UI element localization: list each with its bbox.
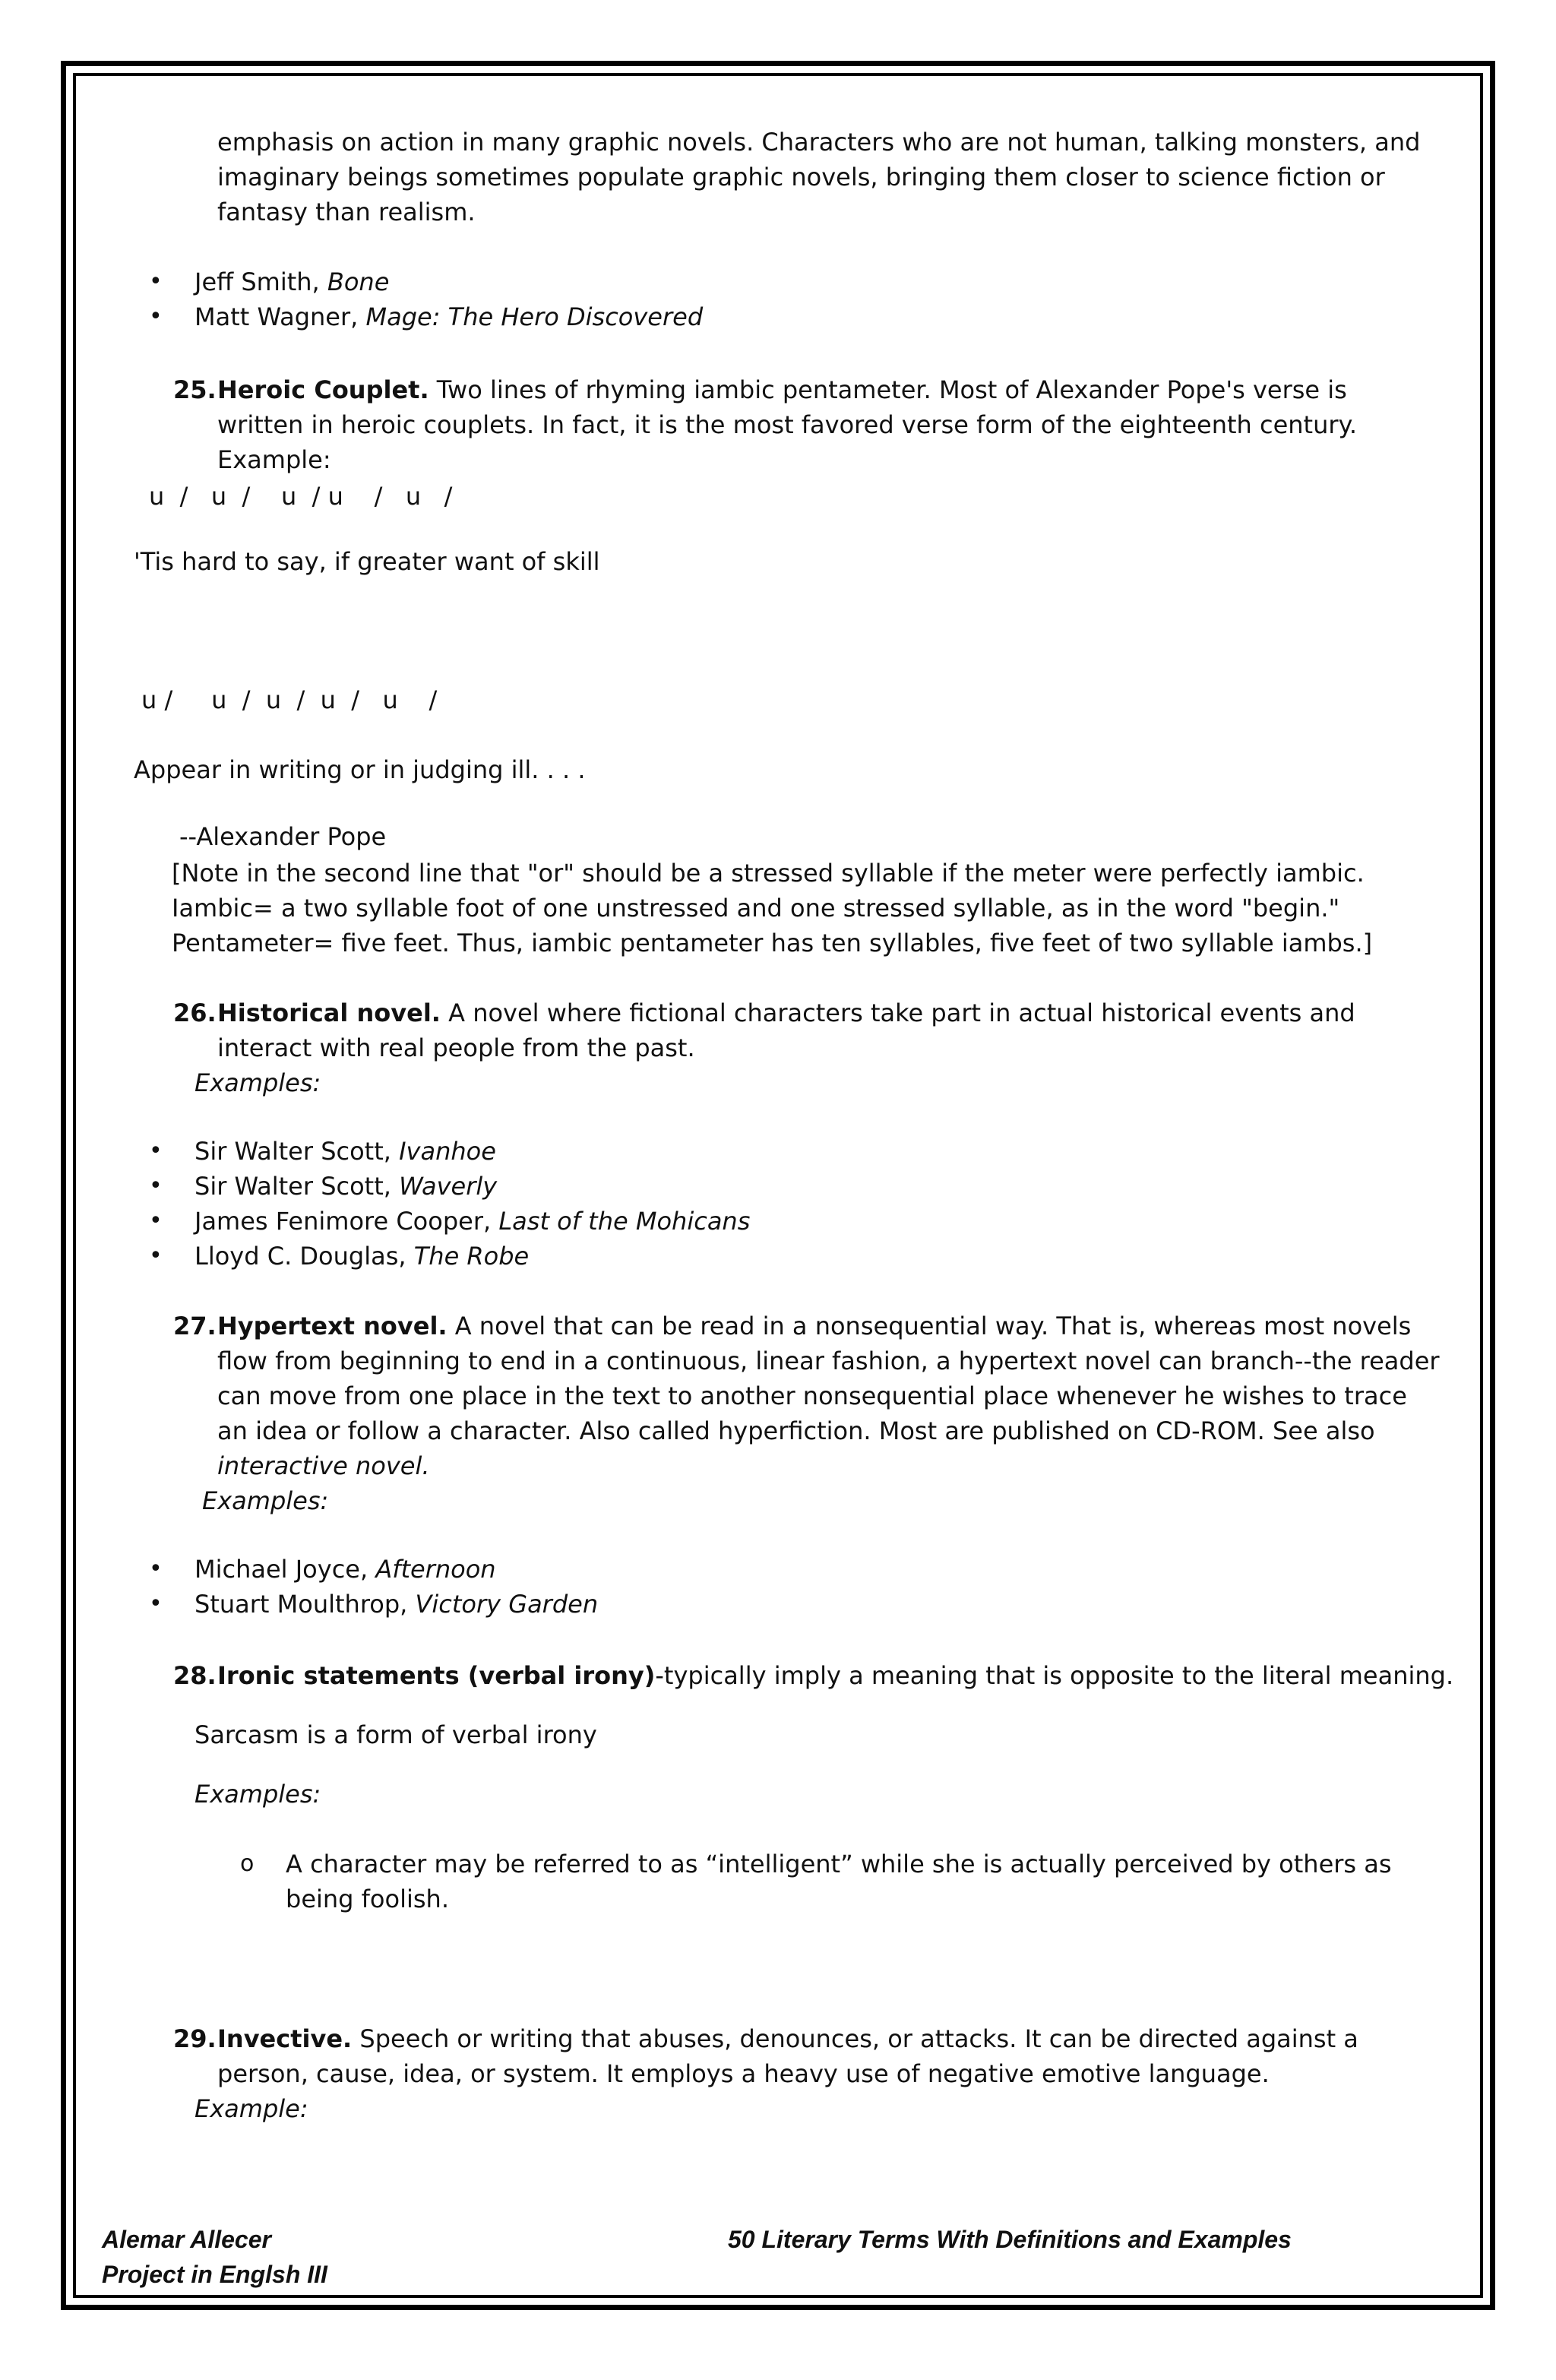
intro-paragraph: emphasis on action in many graphic novels. Characters who are not human, talking monsters, and imaginary beings sometimes populate graphic novels, bringing them closer to science fiction or fantasy than realism.	[217, 128, 1421, 226]
circle-bullet-icon: o	[240, 1850, 255, 1877]
examples-label: Examples:	[194, 1068, 321, 1097]
term-number: 28.	[173, 1661, 217, 1690]
term-number: 29.	[173, 2024, 217, 2053]
examples-label: Examples:	[194, 1780, 321, 1809]
term-definition: Ironic statements (verbal irony)-typically imply a meaning that is opposite to the literal meaning.	[217, 1661, 1454, 1690]
list-item: Jeff Smith, Bone	[194, 267, 390, 296]
sub-statement: Sarcasm is a form of verbal irony	[194, 1720, 597, 1749]
term-definition: Heroic Couplet. Two lines of rhyming iambic pentameter. Most of Alexander Pope's verse is written in heroic couplets. In fact, it is the most favored verse form of the eighteenth century.	[217, 375, 1358, 439]
attribution: --Alexander Pope	[179, 822, 387, 851]
note-paragraph: [Note in the second line that "or" should be a stressed syllable if the meter were perfectly iambic. Iambic= a two syllable foot of one unstressed and one stressed syllable, as in the word "begin." Pentameter= five feet. Thus, iambic pentameter has ten syllables, five feet of two syllable iambs.]	[172, 859, 1373, 957]
bullet-icon: •	[149, 1242, 163, 1269]
term-definition: Historical novel. A novel where fictional characters take part in actual historical events and interact with real people from the past.	[217, 999, 1355, 1062]
list-item: Lloyd C. Douglas, The Robe	[194, 1242, 530, 1271]
bullet-icon: •	[149, 1207, 163, 1234]
poem-line: 'Tis hard to say, if greater want of skill	[134, 547, 600, 576]
bullet-icon: •	[149, 268, 163, 295]
poem-line: Appear in writing or in judging ill. . . .	[134, 755, 586, 784]
bullet-icon: •	[149, 1590, 163, 1617]
term-number: 27.	[173, 1312, 217, 1340]
bullet-icon: •	[149, 303, 163, 330]
example-label: Example:	[217, 445, 331, 474]
footer-author: Alemar Allecer	[102, 2226, 271, 2253]
list-item: Sir Walter Scott, Ivanhoe	[194, 1137, 496, 1166]
list-item: James Fenimore Cooper, Last of the Mohicans	[194, 1207, 751, 1236]
list-item: Sir Walter Scott, Waverly	[194, 1172, 498, 1201]
bullet-icon: •	[149, 1556, 163, 1582]
bullet-icon: •	[149, 1138, 163, 1164]
example-label: Example:	[194, 2094, 308, 2123]
bullet-icon: •	[149, 1173, 163, 1199]
scansion-line: u / u / u / u / u /	[141, 685, 438, 714]
term-definition: Invective. Speech or writing that abuses, denounces, or attacks. It can be directed against a person, cause, idea, or system. It employs a heavy use of negative emotive language.	[217, 2024, 1358, 2088]
footer-title: 50 Literary Terms With Definitions and Examples	[728, 2226, 1292, 2253]
list-item: Stuart Moulthrop, Victory Garden	[194, 1590, 599, 1619]
list-item: Matt Wagner, Mage: The Hero Discovered	[194, 302, 704, 331]
list-item: Michael Joyce, Afternoon	[194, 1555, 496, 1584]
term-definition: Hypertext novel. A novel that can be read in a nonsequential way. That is, whereas most novels flow from beginning to end in a continuous, linear fashion, a hypertext novel can branch--the reader can move from one place in the text to another nonsequential place whenever he wishes to trace an idea or follow a character. Also called hyperfiction. Most are published on CD-ROM. See also interactive novel.	[217, 1312, 1440, 1480]
term-number: 25.	[173, 375, 217, 404]
list-item: A character may be referred to as “intelligent” while she is actually perceived by others as being foolish.	[286, 1850, 1392, 1913]
examples-label: Examples:	[202, 1486, 329, 1515]
footer-project: Project in Englsh III	[102, 2261, 327, 2288]
scansion-line: u / u / u / u / u /	[149, 482, 453, 511]
term-number: 26.	[173, 999, 217, 1027]
